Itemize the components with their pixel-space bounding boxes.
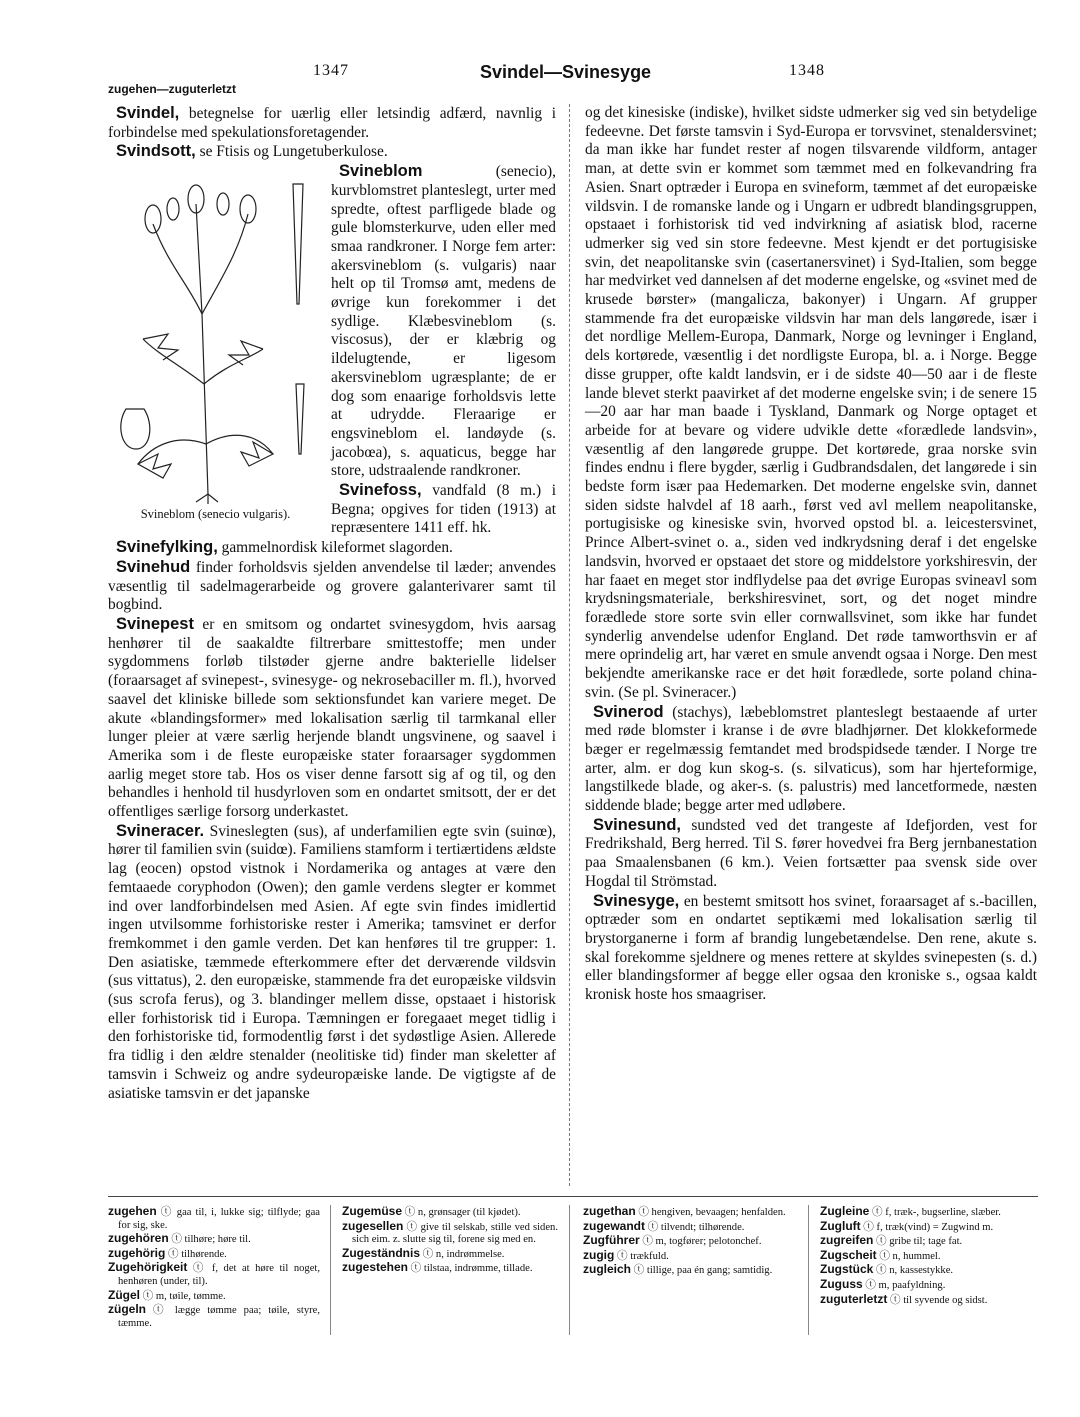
dict-head: zugethan bbox=[583, 1204, 636, 1218]
dict-text: ⓣ f, træk(vind) = Zugwind m. bbox=[860, 1221, 994, 1233]
entry-text: gammelnordisk kileformet slagorden. bbox=[217, 539, 453, 557]
dict-text: ⓣ tillige, paa én gang; samtidig. bbox=[631, 1265, 773, 1277]
column-divider bbox=[569, 104, 570, 1186]
dict-head: Zugluft bbox=[820, 1218, 861, 1233]
dict-entry bbox=[342, 1247, 558, 1262]
entry-head: Svinerod bbox=[593, 702, 664, 721]
dict-text: ⓣ n, hummel. bbox=[876, 1250, 941, 1262]
dict-entry bbox=[820, 1205, 1038, 1220]
entry-text: se Ftisis og Lungetuberkulose. bbox=[195, 143, 388, 161]
page-header bbox=[0, 62, 1080, 84]
dict-head: zugehörig bbox=[108, 1245, 166, 1260]
figure-svineblom bbox=[108, 164, 323, 524]
dict-entry bbox=[108, 1261, 320, 1288]
dict-entry bbox=[820, 1263, 1038, 1278]
entry-text: er en smitsom og ondartet svinesygdom, hvis aarsag henhører til de saakaldte filtrerbare smittestoffe; men under sygdommens forløb tilstøder gjerne andre bakterielle lidelser (foraarsaget af svinepest-, svinesyge- og nekrosebaciller m. fl.), hvorved saavel det kliniske billede som sektionsfundet kan variere meget. De akute «blandingsformer» med lokalisation særlig til tarmkanal eller lunger pleier at være særlig herjende blandt ungsvinene, og saavel i Amerika som i de fleste europæiske stater foraarsager sygdommen aarlig meget store tab. Hos os viser denne farsott sig af og til, og den behandles i henhold til husdyrloven som en ondartet smitsott, der er det offentliges særlige forsorg underkastet. bbox=[108, 615, 556, 821]
dict-text: ⓣ gaa til, i, lukke sig; tilflyde; gaa for sig, ske. bbox=[118, 1207, 320, 1231]
dict-text: ⓣ lægge tømme paa; tøile, styre, tæmme. bbox=[118, 1305, 320, 1329]
dictionary-column-3 bbox=[583, 1205, 798, 1278]
entry-head: Svindsott, bbox=[116, 142, 196, 161]
dict-entry bbox=[108, 1303, 320, 1330]
right-column bbox=[585, 104, 1037, 1005]
entry-text: sundsted ved det trangeste af Idefjorden, vest for Fredrikshald, Berg herred. Til S. fører hovedvei fra Berg jernbanestation paa Smaalensbanen (6 km.). Veien fortsætter paa svensk side over Hogdal til Strömstad. bbox=[585, 816, 1037, 890]
dict-text: ⓣ til syvende og sidst. bbox=[887, 1294, 988, 1306]
page-number-left: 1347 bbox=[313, 62, 349, 79]
entry-head: Svindel, bbox=[116, 104, 180, 122]
entry-text: betegnelse for uærlig eller letsindig adfærd, navnlig i forbindelse med spekulationsforetagender. bbox=[108, 105, 556, 141]
entry-svineracer bbox=[108, 822, 556, 1104]
dict-entry bbox=[108, 1232, 320, 1247]
entry-svinehud bbox=[108, 558, 556, 615]
dict-text: ⓣ n, grønsager (til kjødet). bbox=[402, 1207, 521, 1218]
entry-svinesyge bbox=[585, 892, 1037, 1005]
entry-svinefylking bbox=[108, 538, 556, 558]
dict-head: Zugscheit bbox=[820, 1247, 877, 1262]
dict-entry bbox=[583, 1249, 798, 1264]
dict-head: zugesellen bbox=[342, 1218, 404, 1233]
guide-words: zugehen—zuguterletzt bbox=[108, 82, 236, 96]
dict-entry bbox=[108, 1205, 320, 1232]
dict-entry bbox=[342, 1261, 558, 1276]
dict-entry bbox=[108, 1289, 320, 1304]
dict-head: zugewandt bbox=[583, 1218, 645, 1233]
page-number-right: 1348 bbox=[789, 62, 825, 79]
dict-entry bbox=[820, 1234, 1038, 1249]
dict-text: ⓣ tilstaa, indrømme, tillade. bbox=[408, 1263, 533, 1275]
dict-head: zuguterletzt bbox=[820, 1291, 888, 1306]
entry-svineracer-cont bbox=[585, 104, 1037, 703]
dict-text: ⓣ tilvendt; tilhørende. bbox=[645, 1221, 745, 1233]
dict-head: zugleich bbox=[583, 1262, 632, 1277]
page-title: Svindel—Svinesyge bbox=[480, 62, 652, 82]
dict-text: ⓣ m, togfører; pelotonchef. bbox=[639, 1236, 762, 1248]
dict-entry bbox=[583, 1205, 798, 1220]
dictionary-column-1 bbox=[108, 1205, 320, 1330]
dict-head: Zugeständnis bbox=[342, 1245, 421, 1260]
entry-head: Svinepest bbox=[116, 614, 194, 633]
dict-head: Zugemüse bbox=[342, 1204, 403, 1218]
dict-text: ⓣ tilhøre; høre til. bbox=[168, 1234, 251, 1246]
entry-head: Svinesyge, bbox=[593, 891, 680, 910]
dict-text: ⓣ hengiven, bevaagen; henfalden. bbox=[635, 1207, 786, 1218]
entry-text: Svineslegten (sus), af underfamilien egte svin (suinœ), hører til familien svin (suidœ). Familiens stamform i tertiærtidens ældste lag (eocen) opstod vistnok i Nordamerika og antages at være den femtaaede coryphodon (Owen); den gamle verdens slegter er kommet ind over landforbindelsen med Asien. Af egte svin findes imidlertid ingen utvilsomme forhistoriske rester i Amerika; tamsvinet er derfor fremkommet i den gamle verden. Det kan henføres til tre grupper: 1. Den asiatiske, tæmmede efterkommere efter det derværende vildsvin (sus vittatus), 2. den europæiske, stammende fra det europæiske vildsvin (sus scrofa ferus), og 3. blandinger mellem disse, opstaaet i historisk eller forhistorisk tid i Europa. Tæmningen er foregaaet meget tidlig i den forhistoriske tid, formodentlig først i det sydøstlige Asien. Allerede fra tidlig i den ældre stenalder (neolitiske tid) finder man skeletter af tamsvin i Schweiz og andre sydeuropæiske lande. De vigtigste af de asiatiske tamsvin er det japanske bbox=[108, 822, 556, 1102]
entry-head: Svinesund, bbox=[593, 815, 682, 834]
dictionary-divider bbox=[808, 1205, 809, 1335]
dict-text: ⓣ trækfuld. bbox=[614, 1250, 669, 1262]
dict-text: ⓣ tilhørende. bbox=[165, 1248, 227, 1260]
dict-text: ⓣ f, træk-, bugserline, slæber. bbox=[869, 1207, 1001, 1218]
dict-entry bbox=[583, 1263, 798, 1278]
dict-entry bbox=[820, 1249, 1038, 1264]
dict-head: Zuguss bbox=[820, 1276, 863, 1291]
dict-head: Zugführer bbox=[583, 1233, 640, 1248]
dict-head: zugehören bbox=[108, 1231, 169, 1246]
dict-text: ⓣ give til selskab, stille ved siden. sich eim. z. slutte sig til, forene sig med en. bbox=[352, 1221, 558, 1246]
entry-head: Svinefylking, bbox=[116, 538, 218, 557]
dict-entry bbox=[820, 1220, 1038, 1235]
entry-text: (stachys), læbeblomstret planteslegt bestaaende af urter med røde blomster i kranse i de øvre bladhjørner. Det klokkeformede bæger er regelmæssig femtandet med brodspidsede tænder. I Norge tre arter, alm. er dog kun skog-s. (s. silvaticus), som har hjerteformige, langstilkede blade, og aker-s. (s. palustris) med lancetformede, næsten siddende blade; begge arter med udløbere. bbox=[585, 703, 1037, 815]
entry-svinerod bbox=[585, 703, 1037, 816]
entry-head: Svinefoss, bbox=[339, 481, 422, 500]
figure-caption: Svineblom (senecio vulgaris). bbox=[140, 507, 291, 522]
dict-entry bbox=[583, 1220, 798, 1235]
entry-head: Svineracer. bbox=[116, 821, 205, 840]
entry-head: Svineblom bbox=[339, 162, 423, 181]
entry-svinepest bbox=[108, 615, 556, 822]
dict-text: ⓣ m, tøile, tømme. bbox=[140, 1290, 226, 1302]
entry-svinesund bbox=[585, 816, 1037, 892]
footer-rule bbox=[108, 1196, 1038, 1197]
entry-text: og det kinesiske (indiske), hvilket sidste udmerker sig ved sin betydelige fedeevne. Det første tamsvin i Syd-Europa er torvsvinet, stenaldersvinet; da man ikke har fundet rester af nogen tilsvarende vildform, antager man, at dette svin er kommet som tæmmet med en folkevandring fra Asien. Snart optræder i Europa en svineform, tæmmet af det europæiske vildsvin. I de romanske lande og i Ungarn er udbredt blandingsgruppen, opstaaet i forhistorisk tid ved indvirkning af asiatisk blod, racerne udmerker sig ved sin store fedeevne. Mest kjendt er det portugisiske svin, det neapolitanske svin (casertanersvinet) i Syd-Italien, som begge har medvirket ved dannelsen af det moderne engelske, og «svinet med de krusede børster» (mangalicza, bakonyer) i Ungarn. Af grupper stammende fra det europæiske vildsvin har man dels langørede, især i det nordlige Mellem-Europa, Danmark, Norge og levninger i England, dels kortørede, væsentlig i det nordligste Europa, bl. a. i Norge. Begge disse grupper, ofte kaldt landsvin, er i de sidste 40—50 aar i de fleste lande blevet sterkt paavirket af det moderne engelske svin; i de senere 15—20 aar har man baade i Tyskland, Danmark og Norge optaget et arbeide for at bevare og videre udvikle dette «forædlede landsvin», væsentlig af den langørede gruppe. Det kortørede, graa norske svin findes endnu i flere bygder, særlig i Gudbrandsdalen, det langørede i sin bedste form især paa Hedemarken. Det moderne engelske svin, dannet siden sidste halvdel af 18 aarh., først ved avl mellem neapolitanske, portugisiske og kinesiske svin, hvorved opstod bl. a. leicestersvinet, Prince Albert-svinet o. a., siden ved indkrydsning deraf i det engelske landsvin, hvorved er opstaaet det store og middelstore yorkshiresvin, der har faaet en meget stor indflydelse paa det øvrige Europas svineavl som krydsningsmateriale, berkshiresvinet, sort, og det noget mindre forædlede store sorte svin eller cornwallsvinet, som ikke har fundet synderlig anvendelse udenfor England. Det røde tamworthsvin er af mere oprindelig art, har været en smule anvendt ogsaa i Norge. Den mest bekjendte amerikanske race er det høit forædlede, sorte poland china-svin. (Se pl. Svineracer.) bbox=[585, 104, 1037, 701]
dictionary-divider bbox=[330, 1205, 331, 1335]
dict-head: Zügel bbox=[108, 1287, 140, 1302]
dict-text: ⓣ n, kassestykke. bbox=[873, 1265, 954, 1277]
entry-text: en bestemt smitsott hos svinet, foraarsaget af s.-bacillen, optræder som en ondartet septikæmi med lokalisation særlig til brystorganerne i form af brandig lungebetændelse. Den rene, akute s. skal forekomme sjeldnere og menes rettere at skyldes svinepesten (s. d.) eller blandingsformer af begge eller ogsaa den kroniske s., ogsaa kaldt kronisk hoste hos smaagriser. bbox=[585, 892, 1037, 1004]
dict-head: Zugleine bbox=[820, 1204, 870, 1218]
dict-text: ⓣ m, paafyldning. bbox=[862, 1279, 946, 1291]
entry-text: vandfald (8 m.) i Begna; opgives for tiden (1913) at repræsentere 1411 eff. hk. bbox=[331, 482, 556, 537]
entry-head: Svinehud bbox=[116, 557, 191, 576]
dict-head: zugreifen bbox=[820, 1233, 874, 1248]
dictionary-divider bbox=[569, 1205, 570, 1335]
dict-entry bbox=[342, 1220, 558, 1247]
dict-head: Zugstück bbox=[820, 1262, 874, 1277]
dictionary-column-2 bbox=[342, 1205, 558, 1276]
dict-head: zugestehen bbox=[342, 1260, 409, 1275]
entry-svindel bbox=[108, 104, 556, 142]
dict-text: ⓣ gribe til; tage fat. bbox=[873, 1236, 963, 1248]
dict-text: ⓣ n, indrømmelse. bbox=[420, 1248, 505, 1260]
dict-entry bbox=[820, 1293, 1038, 1308]
dictionary-column-4 bbox=[820, 1205, 1038, 1307]
dict-entry bbox=[342, 1205, 558, 1220]
dict-text: ⓣ f, det at høre til noget, henhøren (under, til). bbox=[118, 1263, 320, 1287]
left-column bbox=[108, 104, 556, 1103]
entry-text: (senecio), kurvblomstret planteslegt, urter med spredte, oftest parfligede blade og gule blomsterkurve, uden eller med smaa randkroner. I Norge fem arter: akersvineblom (s. vulgaris) naar helt op til Tromsø amt, medens de øvrige kun forekommer i det sydlige. Klæbesvineblom (s. viscosus), der er klæbrig og ildelugtende, er ligesom akersvineblom ugræsplante; de er dog som enaarige forholdsvis lette at udrydde. Fleraarige er engsvineblom el. landøyde (s. jacobœa), s. aquaticus, begge har store, udstraalende randkroner. bbox=[331, 163, 556, 480]
entry-text: finder forholdsvis sjelden anvendelse til læder; anvendes væsentlig til sadelmagerarbeide og grovere galanterivarer samt til bogbind. bbox=[108, 558, 556, 614]
dict-head: zügeln bbox=[108, 1302, 146, 1317]
dict-head: Zugehörigkeit bbox=[108, 1260, 188, 1275]
dict-entry bbox=[583, 1234, 798, 1249]
dict-entry bbox=[108, 1247, 320, 1262]
dict-head: zugig bbox=[583, 1247, 615, 1262]
entry-svindsott bbox=[108, 142, 556, 162]
dict-entry bbox=[820, 1278, 1038, 1293]
dict-head: zugehen bbox=[108, 1204, 157, 1218]
plant-illustration bbox=[108, 164, 323, 504]
